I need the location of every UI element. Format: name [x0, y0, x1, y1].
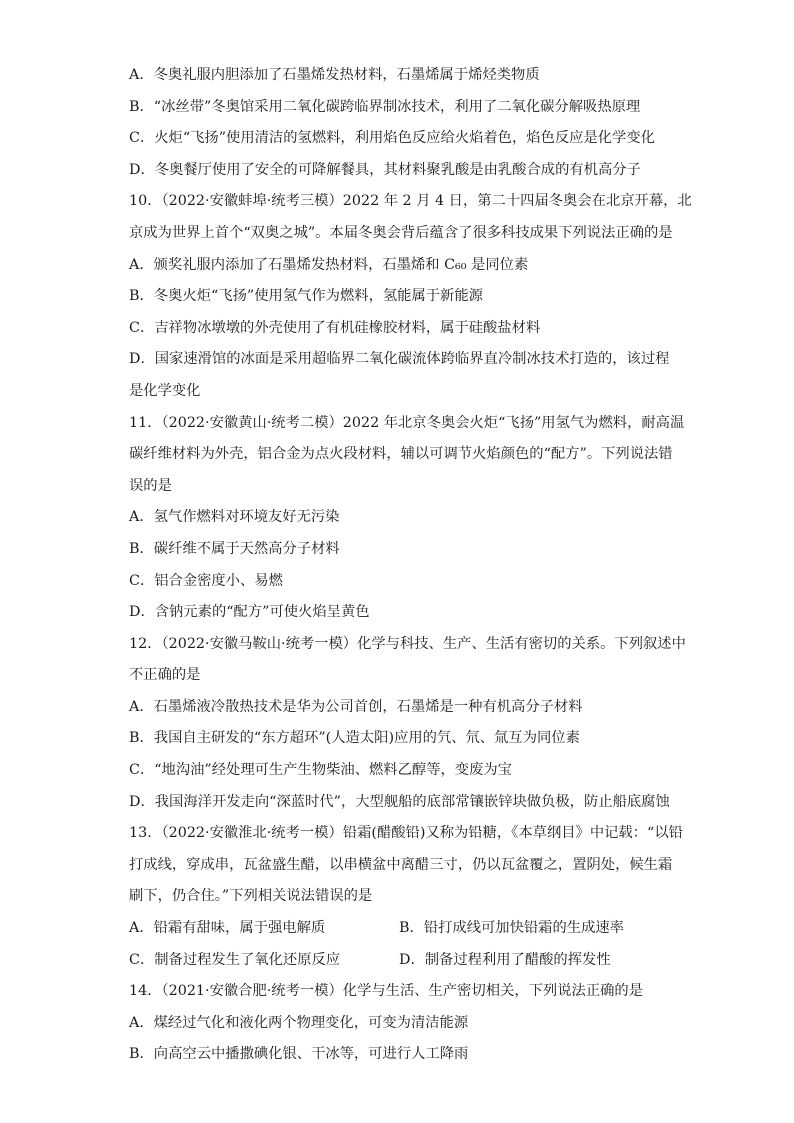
option-c: C．制备过程发生了氧化还原反应: [129, 951, 341, 968]
question-stem-line: 碳纤维材料为外壳，铝合金为点火段材料，辅以可调节火焰颜色的“配方”。下列说法错: [129, 446, 673, 463]
option-c: C．火炬“飞扬”使用清洁的氢燃料，利用焰色反应给火焰着色，焰色反应是化学变化: [129, 130, 655, 147]
question-stem-line: 11．（2022·安徽黄山·统考二模）2022 年北京冬奥会火炬“飞扬”用氢气为燃料，耐高温: [129, 414, 685, 431]
question-stem-line: 14．（2021·安徽合肥·统考一模）化学与生活、生产密切相关，下列说法正确的是: [129, 983, 644, 1000]
option-b: B．碳纤维不属于天然高分子材料: [129, 540, 340, 557]
option-d-continued: 是化学变化: [129, 382, 201, 399]
options-row: [129, 945, 669, 977]
option-d: D．我国海洋开发走向“深蓝时代”，大型舰船的底部常镶嵌锌块做负极，防止船底腐蚀: [129, 793, 670, 810]
option-d: D．国家速滑馆的冰面是采用超临界二氧化碳流体跨临界直冷制冰技术打造的，该过程: [129, 351, 670, 368]
question-9-options: [129, 60, 669, 186]
options-row: [129, 913, 669, 945]
question-stem-line: 京成为世界上首个“双奥之城”。本届冬奥会背后蕴含了很多科技成果下列说法正确的是: [129, 224, 673, 241]
option-a: A．煤经过气化和液化两个物理变化，可变为清洁能源: [129, 1014, 469, 1031]
option-b: B．铅打成线可加快铅霜的生成速率: [399, 920, 624, 937]
option-d: D．冬奥餐厅使用了安全的可降解餐具，其材料聚乳酸是由乳酸合成的有机高分子: [129, 161, 641, 178]
option-a: A．石墨烯液冷散热技术是华为公司首创，石墨烯是一种有机高分子材料: [129, 698, 583, 715]
option-b: B．冬奥火炬“飞扬”使用氢气作为燃料，氢能属于新能源: [129, 288, 483, 305]
option-a: A．颁奖礼服内添加了石墨烯发热材料，石墨烯和 C₆₀ 是同位素: [129, 256, 529, 273]
option-d: D．制备过程利用了醋酸的挥发性: [399, 951, 611, 968]
option-c: C．铝合金密度小、易燃: [129, 572, 283, 589]
option-b: B．我国自主研发的“东方超环”(人造太阳)应用的氕、氘、氚互为同位素: [129, 730, 580, 747]
option-c: C．“地沟油”经处理可生产生物柴油、燃料乙醇等，变废为宝: [129, 762, 512, 779]
question-13: [129, 818, 683, 976]
question-stem-line: 刷下，仍合住。”下列相关说法错误的是: [129, 888, 373, 905]
option-c: C．吉祥物冰墩墩的外壳使用了有机硅橡胶材料，属于硅酸盐材料: [129, 319, 541, 336]
option-d: D．含钠元素的“配方”可使火焰呈黄色: [129, 604, 370, 621]
option-b: B．向高空云中播撒碘化银、干冰等，可进行人工降雨: [129, 1046, 469, 1063]
question-11: [129, 408, 685, 629]
question-stem-line: 不正确的是: [129, 667, 201, 684]
question-stem-line: 13．（2022·安徽淮北·统考一模）铅霜(醋酸铅)又称为铅糖，《本草纲目》中记载：“以铅: [129, 825, 683, 842]
question-stem-line: 12．（2022·安徽马鞍山·统考一模）化学与科技、生产、生活有密切的关系。下列叙述中: [129, 635, 686, 652]
option-b: B．“冰丝带”冬奥馆采用二氧化碳跨临界制冰技术，利用了二氧化碳分解吸热原理: [129, 98, 641, 115]
question-stem-line: 10．（2022·安徽蚌埠·统考三模）2022 年 2 月 4 日，第二十四届冬奥会在北京开幕，北: [129, 193, 692, 210]
option-a: A．氢气作燃料对环境友好无污染: [129, 509, 340, 526]
option-a: A．铅霜有甜味，属于强电解质: [129, 920, 326, 937]
question-12: [129, 629, 686, 819]
option-a: A．冬奥礼服内胆添加了石墨烯发热材料，石墨烯属于烯烃类物质: [129, 67, 540, 83]
question-14: [129, 976, 669, 1071]
question-content: [129, 60, 692, 1071]
question-stem-line: 误的是: [129, 477, 172, 494]
question-stem-line: 打成线，穿成串，瓦盆盛生醋，以串横盆中离醋三寸，仍以瓦盆覆之，置阴处，候生霜: [129, 856, 673, 873]
question-10: [129, 186, 692, 407]
